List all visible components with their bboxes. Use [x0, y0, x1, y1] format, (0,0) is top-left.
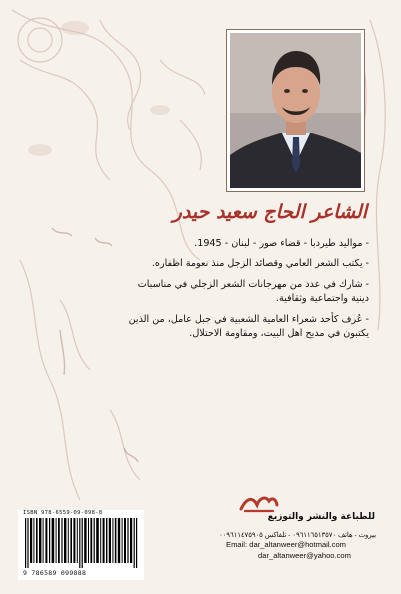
- email-label: Email:: [226, 540, 248, 550]
- publisher-phones: بيروت - هاتف ٠٩٦١١٦٥١٣٥٧٠ - تلفاكس ٠٠٩٦١١٤٧٥٩٠٥: [219, 532, 376, 539]
- bio-line-festivals: - شارك في عدد من مهرجانات الشعر الزجلي في مناسبات دينية واجتماعية وثقافية.: [137, 278, 369, 305]
- poet-portrait-icon: [230, 33, 361, 188]
- isbn-label: ISBN 978-6559-09-098-8: [23, 510, 103, 516]
- email-address-yahoo[interactable]: dar_altanweer@yahoo.com: [258, 550, 351, 560]
- poet-name-title: الشاعر الحاج سعيد حيدر: [172, 201, 367, 223]
- isbn-barcode: [18, 510, 144, 580]
- bio-line-birth: - مواليد طيردبا - قضاء صور - لبنان - 1945.: [194, 238, 369, 249]
- publisher-name: للطباعة والنشر والتوزيع: [267, 512, 375, 522]
- email-line: [226, 540, 376, 550]
- publisher-contact: [219, 531, 376, 561]
- barcode-digits: 9 786589 099888: [23, 569, 87, 577]
- bio-line-known-for: - عُرف كأحد شعراء العامية الشعبية في جبل عامل، من الذين يكتبون في مديح اهل البيت، ومقاومة الاحتلال.: [128, 313, 369, 339]
- barcode-icon: [23, 518, 139, 568]
- email-address-hotmail[interactable]: dar_altanweer@hotmail.com: [249, 540, 347, 550]
- bio-line-writing: - يكتب الشعر العامي وقصائد الزجل منذ نعومة اظفاره.: [151, 258, 369, 270]
- poet-biography: [118, 237, 369, 347]
- poet-portrait-photo: [226, 29, 365, 192]
